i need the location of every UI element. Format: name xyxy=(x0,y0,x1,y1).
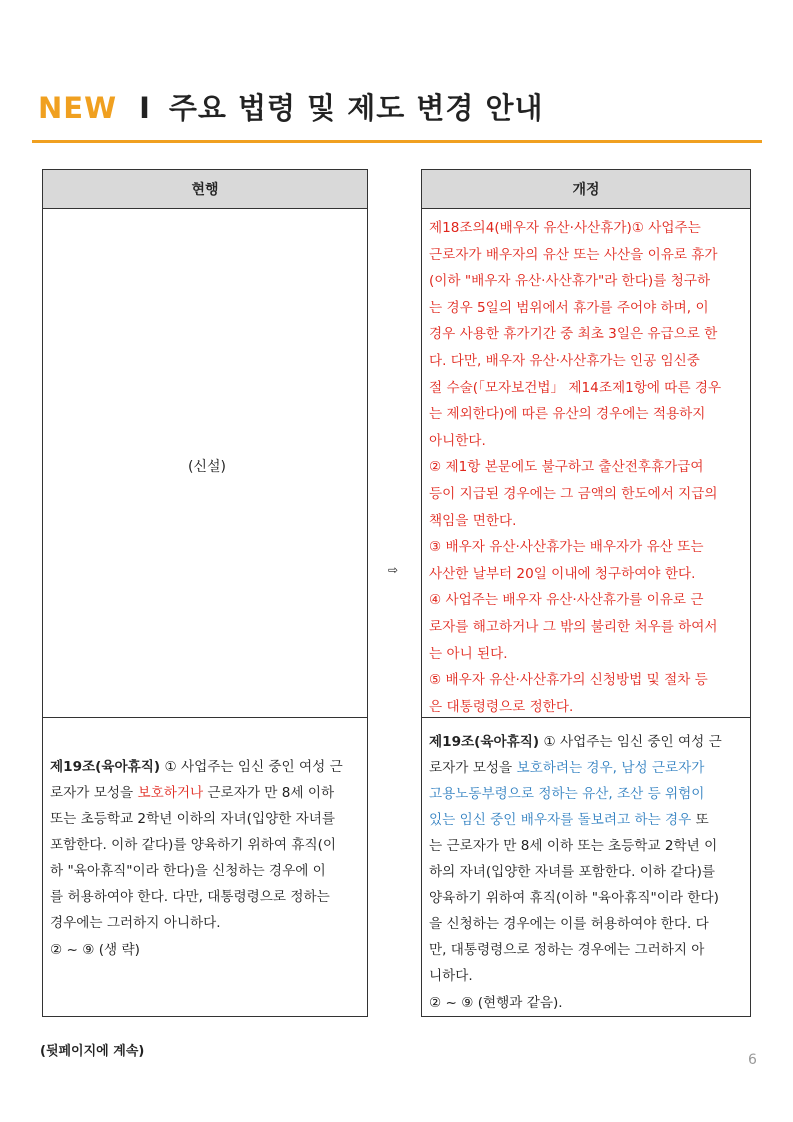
revised-row1-line: ③ 배우자 유산·사산휴가는 배우자가 유산 또는 xyxy=(429,539,704,556)
revised-row1-line: 는 아니 된다. xyxy=(429,645,508,662)
page-number: 6 xyxy=(748,1052,757,1068)
current-line-6: 를 허용하여야 한다. 다만, 대통령령으로 정하는 xyxy=(50,889,330,905)
revised-row1-line: ⑤ 배우자 유산·사산휴가의 신청방법 및 절차 등 xyxy=(429,672,708,689)
current-line-7: 경우에는 그러하지 아니하다. xyxy=(50,915,221,931)
revised-line-2: 로자가 모성을 보호하려는 경우, 남성 근로자가 xyxy=(429,760,705,776)
revised-row1-line: 근로자가 배우자의 유산 또는 사산을 이유로 휴가 xyxy=(429,246,718,263)
title-text: 주요 법령 및 제도 변경 안내 xyxy=(168,91,544,125)
title-underline xyxy=(32,140,762,143)
revised-row1-line: 다. 다만, 배우자 유산·사산휴가는 인공 임신중 xyxy=(429,353,700,369)
revised-row1-line: 제18조의4(배우자 유산·사산휴가)① 사업주는 xyxy=(429,220,701,236)
revised-row1-line: ④ 사업주는 배우자 유산·사산휴가를 이유로 근 xyxy=(429,592,704,609)
current-line-3: 또는 초등학교 2학년 이하의 자녀(입양한 자녀를 xyxy=(50,811,336,827)
article-title: 제19조(육아휴직) xyxy=(50,759,161,775)
revised-line-9: 만, 대통령령으로 정하는 경우에는 그러하지 아 xyxy=(429,942,705,958)
revised-line-1: 제19조(육아휴직) ① 사업주는 임신 중인 여성 근 xyxy=(429,734,722,750)
revised-row1-line: 는 제외한다)에 따른 유산의 경우에는 적용하지 xyxy=(429,406,706,423)
revised-line-10: 니하다. xyxy=(429,968,473,984)
continued-note: (뒷페이지에 계속) xyxy=(40,1044,145,1059)
current-line-1: 제19조(육아휴직) ① 사업주는 임신 중인 여성 근 xyxy=(50,759,343,775)
revised-row1-line: 은 대통령령으로 정한다. xyxy=(429,698,574,715)
revised-row1-line: ② 제1항 본문에도 불구하고 출산전후휴가급여 xyxy=(429,459,704,476)
revised-row1-line: 절 수술(「모자보건법」 제14조제1항에 따른 경우 xyxy=(429,379,722,396)
revised-line-5: 는 근로자가 만 8세 이하 또는 초등학교 2학년 이 xyxy=(429,838,718,854)
revised-line-3: 고용노동부령으로 정하는 유산, 조산 등 위험이 xyxy=(429,786,705,802)
new-badge: NEW xyxy=(38,91,118,125)
revised-line-11: ② ~ ⑨ (현행과 같음). xyxy=(429,995,563,1011)
revised-line-6: 하의 자녀(입양한 자녀를 포함한다. 이하 같다)를 xyxy=(429,864,716,880)
revised-row1-line: 등이 지급된 경우에는 그 금액의 한도에서 지급의 xyxy=(429,486,718,502)
amended-phrase: 보호하려는 경우, 남성 근로자가 xyxy=(516,760,705,776)
current-line-4: 포함한다. 이하 같다)를 양육하기 위하여 휴직(이 xyxy=(50,837,337,853)
header-revised: 개정 xyxy=(421,169,751,209)
revised-line-4: 있는 임신 중인 배우자를 돌보려고 하는 경우 또 xyxy=(429,812,709,828)
revised-row1-line: 는 경우 5일의 범위에서 휴가를 주어야 하며, 이 xyxy=(429,299,709,316)
current-line-5: 하 "육아휴직"이라 한다)을 신청하는 경우에 이 xyxy=(50,863,326,879)
revised-row1-line: 책임을 면한다. xyxy=(429,512,517,529)
current-line-2: 로자가 모성을 보호하거나 근로자가 만 8세 이하 xyxy=(50,785,335,801)
page-title xyxy=(38,86,544,127)
revised-row1-line: (이하 "배우자 유산·사산휴가"라 한다)를 청구하 xyxy=(429,273,711,290)
revised-row1-line: 사산한 날부터 20일 이내에 청구하여야 한다. xyxy=(429,565,696,582)
new-provision-label: (신설) xyxy=(188,459,226,475)
revised-line-8: 을 신청하는 경우에는 이를 허용하여야 한다. 다 xyxy=(429,916,709,932)
header-current: 현행 xyxy=(42,169,368,209)
arrow-icon: ⇨ xyxy=(388,563,399,577)
article-title: 제19조(육아휴직) xyxy=(429,734,540,750)
revised-row1-line: 로자를 해고하거나 그 밖의 불리한 처우를 하여서 xyxy=(429,619,718,635)
deleted-phrase: 보호하거나 xyxy=(137,785,204,801)
revised-line-7: 양육하기 위하여 휴직(이하 "육아휴직"이라 한다) xyxy=(429,890,719,906)
current-line-8: ② ~ ⑨ (생 략) xyxy=(50,942,140,958)
revised-row1-line: 경우 사용한 휴가기간 중 최초 3일은 유급으로 한 xyxy=(429,326,718,343)
title-separator: I xyxy=(139,91,151,125)
revised-row1-line: 아니한다. xyxy=(429,432,486,449)
